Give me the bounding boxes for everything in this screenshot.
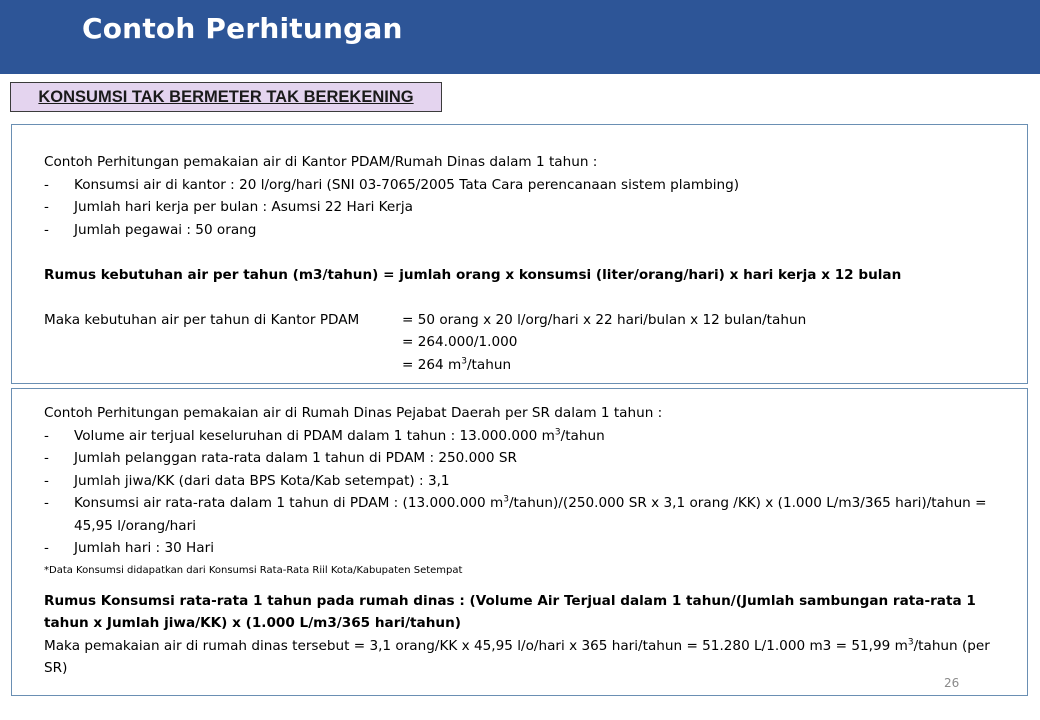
data-note: *Data Konsumsi didapatkan dari Konsumsi Rata-Rata Riil Kota/Kabupaten Setempat — [44, 564, 463, 576]
section-label-text: KONSUMSI TAK BERMETER TAK BEREKENING — [38, 87, 414, 106]
office-calc-row — [44, 309, 1027, 332]
office-calc-lead: Maka kebutuhan air per tahun di Kantor PDAM — [44, 311, 360, 328]
list-item — [44, 196, 1027, 219]
list-item — [44, 537, 1027, 560]
header-bar — [0, 0, 1040, 74]
house-item-customers: Jumlah pelanggan rata-rata dalam 1 tahun di PDAM : 250.000 SR — [74, 450, 517, 466]
house-item-days: Jumlah hari : 30 Hari — [74, 540, 214, 556]
list-dash: - — [44, 199, 49, 215]
list-dash: - — [44, 450, 49, 466]
list-dash: - — [44, 427, 49, 444]
office-formula: Rumus kebutuhan air per tahun (m3/tahun) = jumlah orang x konsumsi (liter/orang/hari) x hari kerja x 12 bulan — [44, 266, 902, 283]
office-calculation-box — [11, 124, 1028, 384]
house-calculation-box — [11, 388, 1028, 696]
page-title: Contoh Perhitungan — [82, 12, 403, 45]
list-dash: - — [44, 221, 49, 238]
list-dash: - — [44, 176, 49, 193]
page-number: 26 — [944, 676, 960, 690]
office-item-workdays: Jumlah hari kerja per bulan : Asumsi 22 Hari Kerja — [74, 199, 413, 215]
office-calc-row — [44, 331, 1027, 354]
list-item — [44, 174, 1027, 197]
office-intro: Contoh Perhitungan pemakaian air di Kantor PDAM/Rumah Dinas dalam 1 tahun : — [44, 154, 598, 170]
office-calc-line3: = 264 $m^3$/tahun — [402, 355, 512, 373]
list-dash: - — [44, 540, 49, 556]
list-item — [44, 492, 1027, 537]
house-item-volume: Volume air terjual keseluruhan di PDAM dalam 1 tahun : 13.000.000 $m^3$/tahun — [74, 426, 605, 444]
house-item-avg-consumption: Konsumsi air rata-rata dalam 1 tahun di PDAM : (13.000.000 $m^3/tahun)/(250.000$ SR x 3,1 orang /KK) x (1.000 L/m3/365 hari)/tahun = 45,95 l/orang/hari — [74, 494, 987, 534]
list-dash: - — [44, 495, 49, 511]
house-item-persons: Jumlah jiwa/KK (dari data BPS Kota/Kab setempat) : 3,1 — [74, 472, 450, 489]
office-calc-row — [44, 354, 1027, 377]
list-item — [44, 470, 1027, 493]
list-item — [44, 425, 1027, 448]
house-intro: Contoh Perhitungan pemakaian air di Rumah Dinas Pejabat Daerah per SR dalam 1 tahun : — [44, 405, 663, 421]
office-item-employees: Jumlah pegawai : 50 orang — [74, 221, 257, 238]
list-dash: - — [44, 472, 49, 489]
list-item — [44, 447, 1027, 470]
house-result: Maka pemakaian air di rumah dinas tersebut = 3,1 orang/KK x 45,95 l/o/hari x 365 hari/tahun = 51.280 L/1.000 m3 = 51,99 $m^3$/tahun (per SR) — [44, 636, 990, 676]
house-formula: Rumus Konsumsi rata-rata 1 tahun pada rumah dinas : (Volume Air Terjual dalam 1 tahun/(Jumlah sambungan rata-rata 1 tahun x Jumlah jiwa/KK) x (1.000 L/m3/365 hari/tahun) — [44, 592, 976, 631]
office-calc-line2: = 264.000/1.000 — [402, 334, 518, 350]
office-item-consumption: Konsumsi air di kantor : 20 l/org/hari (SNI 03-7065/2005 Tata Cara perencanaan sistem plambing) — [74, 176, 740, 193]
office-calc-line1: = 50 orang x 20 l/org/hari x 22 hari/bulan x 12 bulan/tahun — [402, 311, 807, 328]
section-label — [10, 82, 442, 112]
list-item — [44, 219, 1027, 242]
